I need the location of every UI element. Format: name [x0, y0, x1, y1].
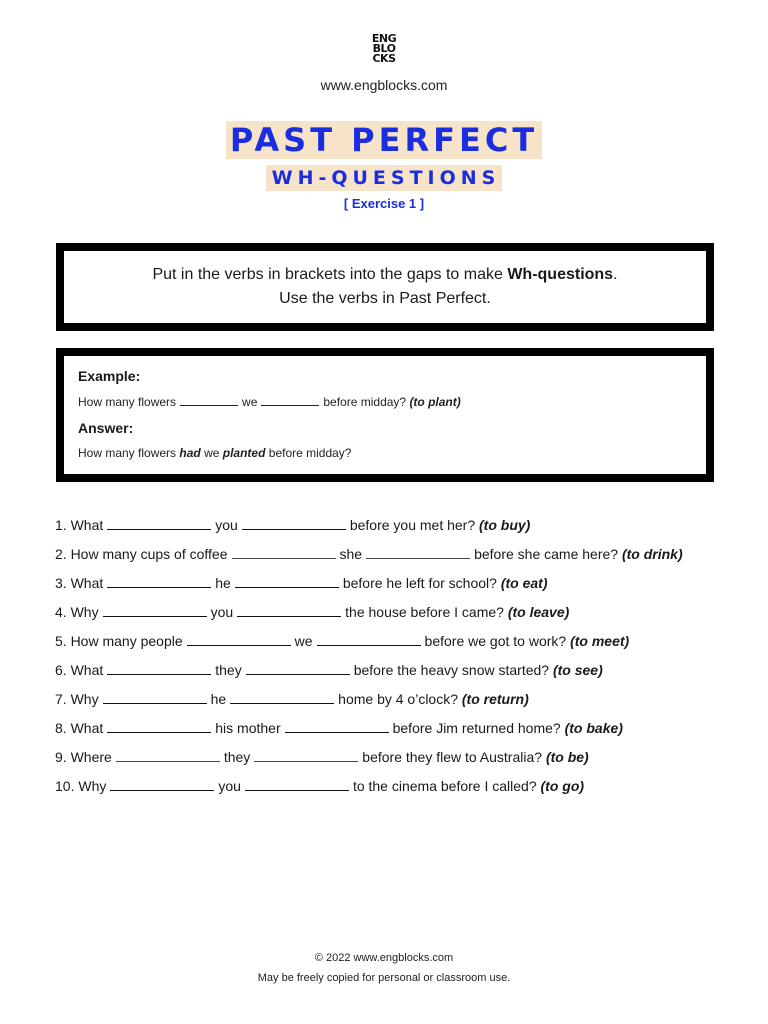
footer-copyright: © 2022 www.engblocks.com [314, 952, 454, 964]
example-answer [78, 446, 351, 460]
subtitle-wrap [0, 165, 768, 191]
example-blank-1 [180, 395, 238, 406]
question-rest: before she came here? [474, 546, 619, 562]
instructions-line-1 [64, 263, 706, 287]
question-prefix: 10. Why [55, 778, 107, 794]
question-row [55, 514, 755, 543]
question-subject: you [215, 517, 238, 533]
question-rest: before the heavy snow started? [353, 662, 550, 678]
answer-blank[interactable] [107, 718, 211, 733]
example-q-part2: we [242, 395, 258, 409]
answer-label: Answer: [78, 420, 134, 436]
question-prefix: 9. Where [55, 749, 112, 765]
answer-blank[interactable] [235, 573, 339, 588]
answer-blank[interactable] [317, 631, 421, 646]
instructions-period: . [613, 266, 618, 283]
question-hint: (to see) [552, 662, 603, 678]
question-row [55, 659, 755, 688]
question-subject: we [294, 633, 313, 649]
question-subject: he [215, 575, 231, 591]
instructions-line-2: Use the verbs in Past Perfect. [279, 290, 491, 307]
answer-blank[interactable] [110, 776, 214, 791]
answer-blank[interactable] [116, 747, 220, 762]
question-subject: you [218, 778, 241, 794]
answer-blank[interactable] [246, 660, 350, 675]
question-subject: he [210, 691, 227, 707]
instructions-text: Put in the verbs in brackets into the gaps to make [152, 266, 508, 283]
question-hint: (to leave) [507, 604, 570, 620]
example-blank-2 [261, 395, 319, 406]
answer-blank[interactable] [103, 689, 207, 704]
site-url: www.engblocks.com [320, 77, 448, 93]
question-row [55, 775, 755, 804]
question-rest: before Jim returned home? [392, 720, 561, 736]
page-title: PAST PERFECT [226, 121, 542, 159]
question-hint: (to return) [461, 691, 529, 707]
question-prefix: 2. How many cups of coffee [55, 546, 228, 562]
answer-blank[interactable] [103, 602, 207, 617]
question-rest: before you met her? [349, 517, 476, 533]
answer-blank[interactable] [107, 515, 211, 530]
question-hint: (to buy) [479, 517, 531, 533]
example-box [56, 348, 714, 482]
question-rest: before we got to work? [424, 633, 567, 649]
example-a-planted: planted [222, 446, 266, 460]
question-prefix: 1. What [55, 517, 104, 533]
question-row [55, 543, 755, 572]
question-prefix: 5. How many people [55, 633, 183, 649]
exercise-tag: [ Exercise 1 ] [343, 196, 425, 211]
answer-blank[interactable] [245, 776, 349, 791]
title-wrap [0, 121, 768, 159]
example-a-part2: we [204, 446, 220, 460]
answer-blank[interactable] [366, 544, 470, 559]
engblocks-logo [0, 34, 768, 67]
question-row [55, 572, 755, 601]
question-prefix: 3. What [55, 575, 104, 591]
question-rest: before he left for school? [342, 575, 497, 591]
logo-mark [372, 34, 396, 64]
question-rest: home by 4 o’clock? [338, 691, 458, 707]
answer-blank[interactable] [107, 660, 211, 675]
question-subject: they [215, 662, 242, 678]
answer-blank[interactable] [285, 718, 389, 733]
questions-list [55, 514, 755, 804]
footer-license: May be freely copied for personal or classroom use. [257, 972, 511, 984]
question-rest: to the cinema before I called? [352, 778, 537, 794]
logo-line-3: CKS [372, 52, 396, 65]
question-rest: before they flew to Australia? [362, 749, 543, 765]
page-subtitle: WH-QUESTIONS [266, 165, 503, 191]
question-row [55, 601, 755, 630]
logo-line-2: BLO [372, 42, 396, 55]
answer-blank[interactable] [232, 544, 336, 559]
answer-blank[interactable] [242, 515, 346, 530]
question-hint: (to eat) [500, 575, 548, 591]
example-a-part1: How many flowers [78, 446, 177, 460]
question-row [55, 746, 755, 775]
question-rest: the house before I came? [345, 604, 504, 620]
answer-blank[interactable] [230, 689, 334, 704]
question-hint: (to go) [540, 778, 585, 794]
example-label: Example: [78, 368, 141, 384]
question-subject: she [339, 546, 363, 562]
answer-blank[interactable] [254, 747, 358, 762]
question-hint: (to meet) [570, 633, 630, 649]
answer-blank[interactable] [107, 573, 211, 588]
question-row [55, 688, 755, 717]
example-a-had: had [179, 446, 201, 460]
example-question [78, 395, 461, 409]
question-prefix: 6. What [55, 662, 104, 678]
example-hint: (to plant) [409, 395, 461, 409]
question-row [55, 717, 755, 746]
instructions-bold: Wh-questions [507, 266, 614, 283]
question-prefix: 8. What [55, 720, 104, 736]
instructions-box [56, 243, 714, 331]
example-q-part1: How many flowers [78, 395, 177, 409]
question-row [55, 630, 755, 659]
question-hint: (to drink) [621, 546, 683, 562]
answer-blank[interactable] [237, 602, 341, 617]
question-subject: his mother [215, 720, 281, 736]
question-subject: they [223, 749, 251, 765]
question-prefix: 4. Why [55, 604, 99, 620]
question-prefix: 7. Why [55, 691, 99, 707]
answer-blank[interactable] [187, 631, 291, 646]
question-hint: (to be) [545, 749, 589, 765]
question-hint: (to bake) [564, 720, 623, 736]
logo-line-1: ENG [371, 32, 397, 45]
example-q-part3: before midday? [323, 395, 407, 409]
example-a-part3: before midday? [268, 446, 352, 460]
question-subject: you [210, 604, 234, 620]
